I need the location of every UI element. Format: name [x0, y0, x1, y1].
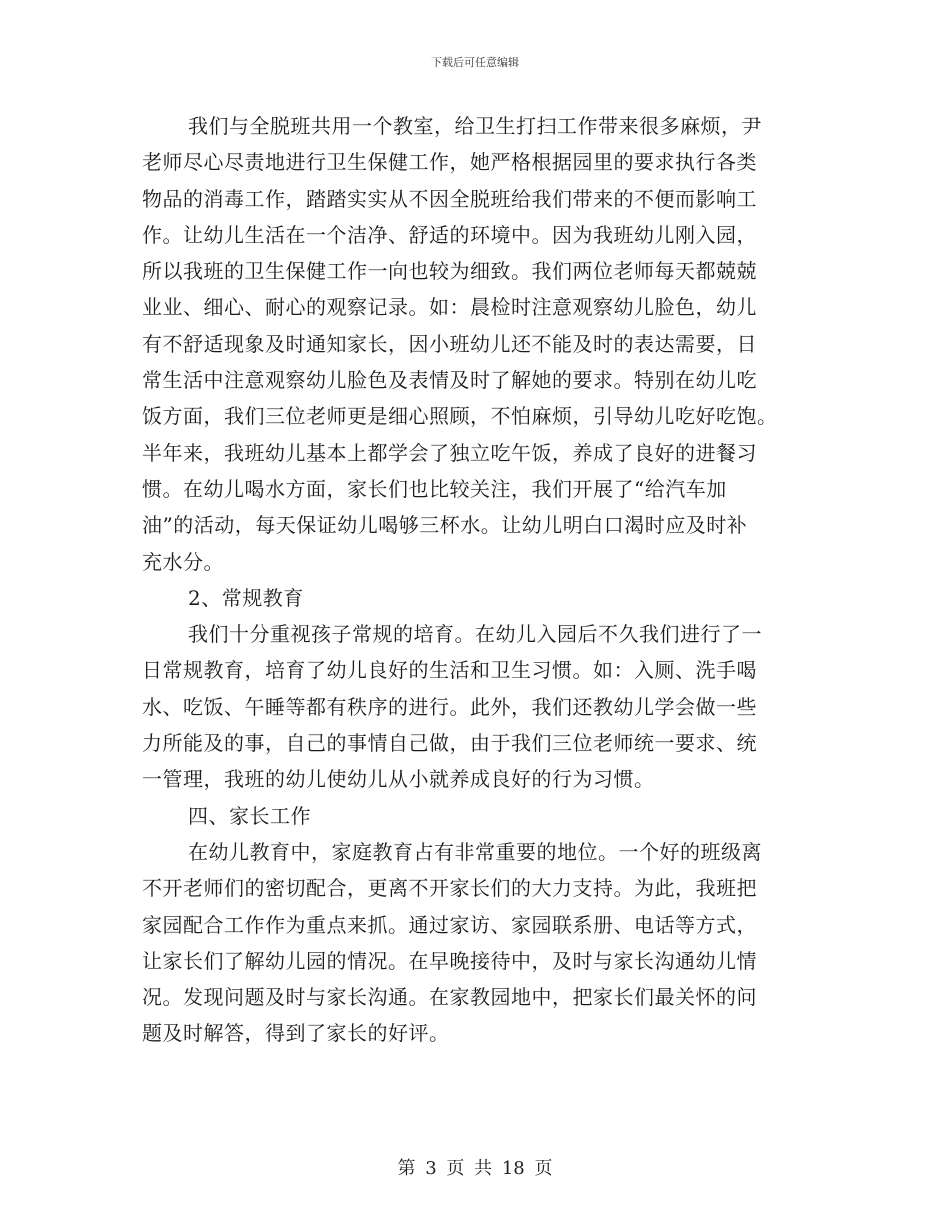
paragraph-line: 家园配合工作作为重点来抓。通过家访、家园联系册、电话等方式， [142, 912, 757, 937]
paragraph-line: 物品的消毒工作，踏踏实实从不因全脱班给我们带来的不便而影响工 [142, 186, 757, 211]
paragraph-line: 题及时解答，得到了家长的好评。 [142, 1021, 450, 1046]
paragraph-line: 日常规教育，培育了幼儿良好的生活和卫生习惯。如：入厕、洗手喝 [142, 658, 757, 683]
paragraph-line: 常生活中注意观察幼儿脸色及表情及时了解她的要求。特别在幼儿吃 [142, 368, 757, 393]
paragraph-line: 让家长们了解幼儿园的情况。在早晚接待中，及时与家长沟通幼儿情 [142, 948, 757, 973]
paragraph-line: 我们与全脱班共用一个教室，给卫生打扫工作带来很多麻烦，尹 [188, 114, 762, 138]
paragraph-line: 饭方面，我们三位老师更是细心照顾，不怕麻烦，引导幼儿吃好吃饱。 [142, 404, 778, 429]
paragraph-line: 在幼儿教育中，家庭教育占有非常重要的地位。一个好的班级离 [188, 839, 762, 864]
paragraph-line: 一管理，我班的幼儿使幼儿从小就养成良好的行为习惯。 [142, 767, 655, 792]
paragraph-line: 况。发现问题及时与家长沟通。在家教园地中，把家长们最关怀的问 [142, 985, 757, 1010]
paragraph-line: 老师尽心尽责地进行卫生保健工作，她严格根据园里的要求执行各类 [142, 150, 757, 175]
paragraph-line: 有不舒适现象及时通知家长，因小班幼儿还不能及时的表达需要，日 [142, 331, 757, 356]
paragraph-line: 不开老师们的密切配合，更离不开家长们的大力支持。为此，我班把 [142, 876, 757, 901]
paragraph-line: 惯。在幼儿喝水方面，家长们也比较关注，我们开展了“给汽车加 [142, 476, 727, 501]
paragraph-line: 油”的活动，每天保证幼儿喝够三杯水。让幼儿明白口渴时应及时补 [142, 513, 748, 538]
paragraph-line: 业业、细心、耐心的观察记录。如：晨检时注意观察幼儿脸色，幼儿 [142, 295, 757, 320]
paragraph-line: 水、吃饭、午睡等都有秩序的进行。此外，我们还教幼儿学会做一些 [142, 694, 757, 719]
paragraph-line: 作。让幼儿生活在一个洁净、舒适的环境中。因为我班幼儿刚入园， [142, 222, 757, 247]
paragraph-line: 所以我班的卫生保健工作一向也较为细致。我们两位老师每天都兢兢 [142, 259, 757, 284]
page-number-footer: 第 3 页 共 18 页 [397, 1158, 553, 1179]
paragraph-line: 充水分。 [142, 549, 224, 574]
paragraph-line: 我们十分重视孩子常规的培育。在幼儿入园后不久我们进行了一 [188, 622, 762, 647]
document-body [142, 108, 812, 1052]
page-header: 下载后可任意编辑 [431, 56, 519, 69]
paragraph-line: 力所能及的事，自己的事情自己做，由于我们三位老师统一要求、统 [142, 731, 757, 756]
section-heading: 2、常规教育 [188, 585, 304, 610]
section-heading: 四、家长工作 [188, 803, 311, 828]
paragraph-line: 半年来，我班幼儿基本上都学会了独立吃午饭，养成了良好的进餐习 [142, 440, 757, 465]
